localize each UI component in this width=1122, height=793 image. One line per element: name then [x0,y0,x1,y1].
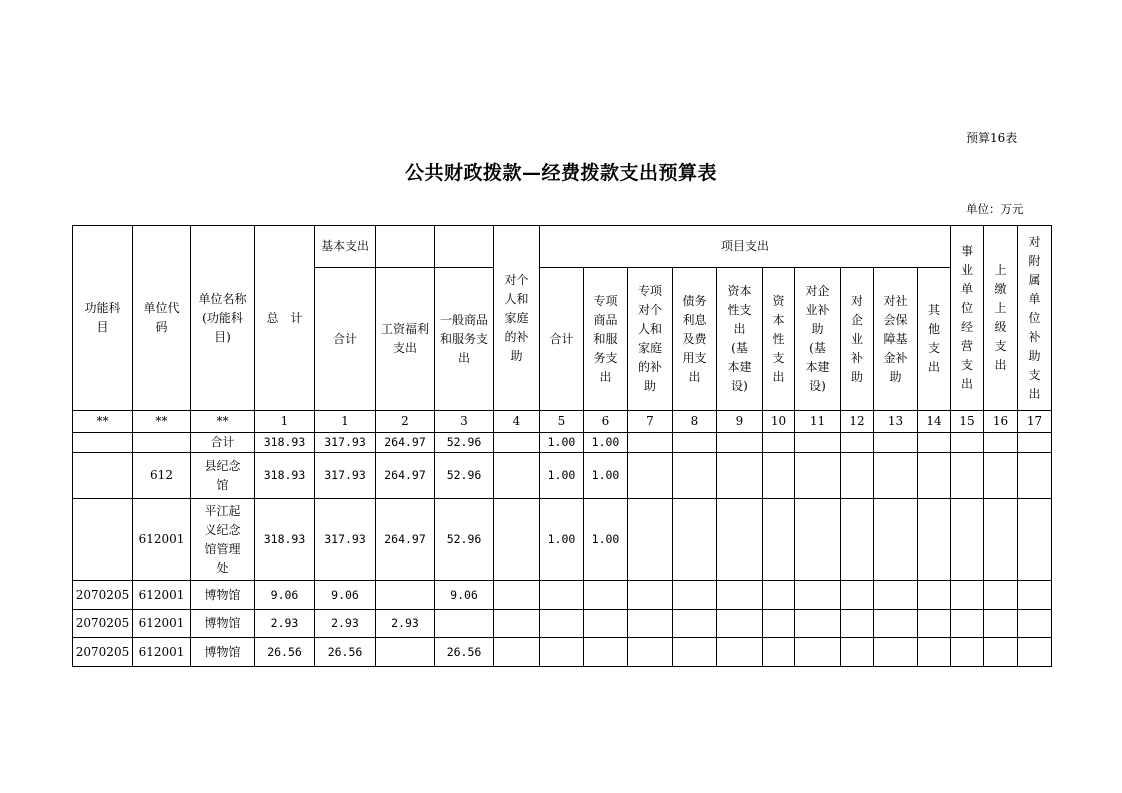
cell-empty [841,581,874,610]
cell-proj-sum [540,581,584,610]
header-func-subject: 功能科目 [73,226,133,411]
cell-empty [874,581,918,610]
header-blank-1 [376,226,435,268]
cell-proj-goods [584,638,628,667]
index-cell: 2 [376,411,435,433]
cell-empty [763,453,795,499]
index-cell: 11 [795,411,841,433]
index-cell: 13 [874,411,918,433]
cell-empty [795,433,841,453]
cell-empty [717,499,763,581]
cell-empty [951,610,984,638]
cell-goods: 9.06 [435,581,494,610]
cell-total: 2.93 [255,610,315,638]
header-proj-personal: 专项对个人和家庭的补助 [628,268,673,411]
index-cell: 12 [841,411,874,433]
index-cell: 4 [494,411,540,433]
cell-total: 26.56 [255,638,315,667]
cell-goods: 52.96 [435,433,494,453]
table-row [73,638,1052,667]
cell-empty [984,638,1018,667]
cell-personal [494,581,540,610]
header-upper: 上缴上级支出 [984,226,1018,411]
cell-empty [984,499,1018,581]
cell-basic-sum: 9.06 [315,581,376,610]
cell-proj-sum: 1.00 [540,453,584,499]
cell-basic-sum: 317.93 [315,499,376,581]
header-project-group: 项目支出 [540,226,951,268]
index-cell: 8 [673,411,717,433]
cell-empty [841,638,874,667]
cell-empty [918,581,951,610]
cell-goods: 52.96 [435,499,494,581]
table-row [73,453,1052,499]
cell-empty [628,453,673,499]
header-unit-name: 单位名称(功能科目) [191,226,255,411]
index-cell: 10 [763,411,795,433]
cell-personal [494,433,540,453]
cell-empty [628,499,673,581]
cell-total: 318.93 [255,453,315,499]
cell-empty [841,610,874,638]
cell-empty [1018,453,1052,499]
cell-empty [673,453,717,499]
cell-empty [717,433,763,453]
cell-empty [628,638,673,667]
header-capital: 资本性支出 [763,268,795,411]
cell-empty [874,610,918,638]
header-proj-goods: 专项商品和服务支出 [584,268,628,411]
cell-empty [1018,610,1052,638]
cell-empty [874,453,918,499]
cell-empty [951,433,984,453]
cell-name: 合计 [191,433,255,453]
cell-empty [763,610,795,638]
header-personal: 对个人和家庭的补助 [494,226,540,411]
cell-empty [841,453,874,499]
cell-empty [951,638,984,667]
cell-empty [673,433,717,453]
cell-empty [918,499,951,581]
cell-empty [951,499,984,581]
table-row [73,610,1052,638]
cell-empty [673,638,717,667]
cell-empty [673,499,717,581]
cell-empty [717,610,763,638]
header-debt: 债务利息及费用支出 [673,268,717,411]
cell-proj-sum: 1.00 [540,499,584,581]
cell-empty [795,610,841,638]
index-cell: ** [133,411,191,433]
cell-empty [628,433,673,453]
cell-empty [717,581,763,610]
cell-empty [763,499,795,581]
cell-empty [874,499,918,581]
cell-goods [435,610,494,638]
cell-empty [673,581,717,610]
cell-empty [795,581,841,610]
header-wage: 工资福利支出 [376,268,435,411]
cell-personal [494,453,540,499]
header-basic-group: 基本支出 [315,226,376,268]
cell-personal [494,638,540,667]
cell-code [133,433,191,453]
cell-empty [984,581,1018,610]
cell-func [73,453,133,499]
cell-empty [951,453,984,499]
cell-empty [717,638,763,667]
cell-proj-goods: 1.00 [584,453,628,499]
cell-empty [918,433,951,453]
cell-wage: 264.97 [376,499,435,581]
page-title: 公共财政拨款—经费拨款支出预算表 [404,162,717,184]
cell-empty [918,610,951,638]
cell-empty [763,638,795,667]
cell-empty [841,433,874,453]
cell-proj-goods [584,610,628,638]
cell-goods: 52.96 [435,453,494,499]
cell-empty [951,581,984,610]
cell-wage [376,581,435,610]
cell-wage: 2.93 [376,610,435,638]
cell-empty [984,453,1018,499]
cell-empty [1018,433,1052,453]
cell-basic-sum: 317.93 [315,453,376,499]
cell-code: 612001 [133,499,191,581]
cell-code: 612001 [133,638,191,667]
cell-func: 2070205 [73,610,133,638]
table-number-label: 预算16表 [966,131,1018,145]
index-cell: 1 [255,411,315,433]
index-cell: 16 [984,411,1018,433]
header-unit-code: 单位代码 [133,226,191,411]
header-other: 其他支出 [918,268,951,411]
index-row [73,411,1052,433]
unit-label: 单位：万元 [966,202,1024,216]
cell-proj-sum [540,610,584,638]
cell-total: 318.93 [255,499,315,581]
table-row [73,433,1052,453]
header-proj-sum: 合计 [540,268,584,411]
header-affiliated: 对附属单位补助支出 [1018,226,1052,411]
index-cell: 15 [951,411,984,433]
cell-proj-goods: 1.00 [584,433,628,453]
cell-empty [984,433,1018,453]
cell-basic-sum: 26.56 [315,638,376,667]
cell-proj-goods: 1.00 [584,499,628,581]
header-total: 总 计 [255,226,315,411]
index-cell: ** [73,411,133,433]
cell-personal [494,499,540,581]
index-cell: ** [191,411,255,433]
index-cell: 3 [435,411,494,433]
cell-empty [984,610,1018,638]
table-row [73,581,1052,610]
cell-func: 2070205 [73,581,133,610]
index-cell: 1 [315,411,376,433]
header-basic-sum: 合计 [315,268,376,411]
cell-empty [763,433,795,453]
cell-empty [628,610,673,638]
index-cell: 7 [628,411,673,433]
cell-empty [874,638,918,667]
cell-total: 318.93 [255,433,315,453]
header-blank-2 [435,226,494,268]
cell-func [73,499,133,581]
header-social: 对社会保障基金补助 [874,268,918,411]
cell-empty [918,453,951,499]
cell-total: 9.06 [255,581,315,610]
cell-func [73,433,133,453]
index-cell: 17 [1018,411,1052,433]
cell-goods: 26.56 [435,638,494,667]
cell-name: 博物馆 [191,581,255,610]
budget-table [72,225,1052,667]
cell-name: 县纪念馆 [191,453,255,499]
cell-basic-sum: 317.93 [315,433,376,453]
cell-empty [1018,638,1052,667]
cell-code: 612 [133,453,191,499]
cell-code: 612001 [133,610,191,638]
cell-name: 博物馆 [191,638,255,667]
cell-basic-sum: 2.93 [315,610,376,638]
cell-proj-sum: 1.00 [540,433,584,453]
cell-empty [763,581,795,610]
cell-empty [874,433,918,453]
index-cell: 9 [717,411,763,433]
cell-empty [717,453,763,499]
cell-code: 612001 [133,581,191,610]
cell-wage: 264.97 [376,453,435,499]
cell-empty [795,499,841,581]
header-enterprise: 对企业补助 [841,268,874,411]
header-capital-build: 资本性支出(基本建设) [717,268,763,411]
index-cell: 5 [540,411,584,433]
cell-proj-sum [540,638,584,667]
table-row [73,499,1052,581]
cell-empty [795,453,841,499]
cell-wage [376,638,435,667]
header-goods: 一般商品和服务支出 [435,268,494,411]
index-cell: 6 [584,411,628,433]
cell-empty [795,638,841,667]
cell-empty [1018,499,1052,581]
cell-name: 平江起义纪念馆管理处 [191,499,255,581]
cell-proj-goods [584,581,628,610]
cell-empty [673,610,717,638]
header-enterprise-build: 对企业补助(基本建设) [795,268,841,411]
cell-empty [1018,581,1052,610]
cell-empty [841,499,874,581]
cell-empty [628,581,673,610]
cell-func: 2070205 [73,638,133,667]
index-cell: 14 [918,411,951,433]
cell-name: 博物馆 [191,610,255,638]
cell-empty [918,638,951,667]
header-biz-unit: 事业单位经营支出 [951,226,984,411]
cell-personal [494,610,540,638]
cell-wage: 264.97 [376,433,435,453]
